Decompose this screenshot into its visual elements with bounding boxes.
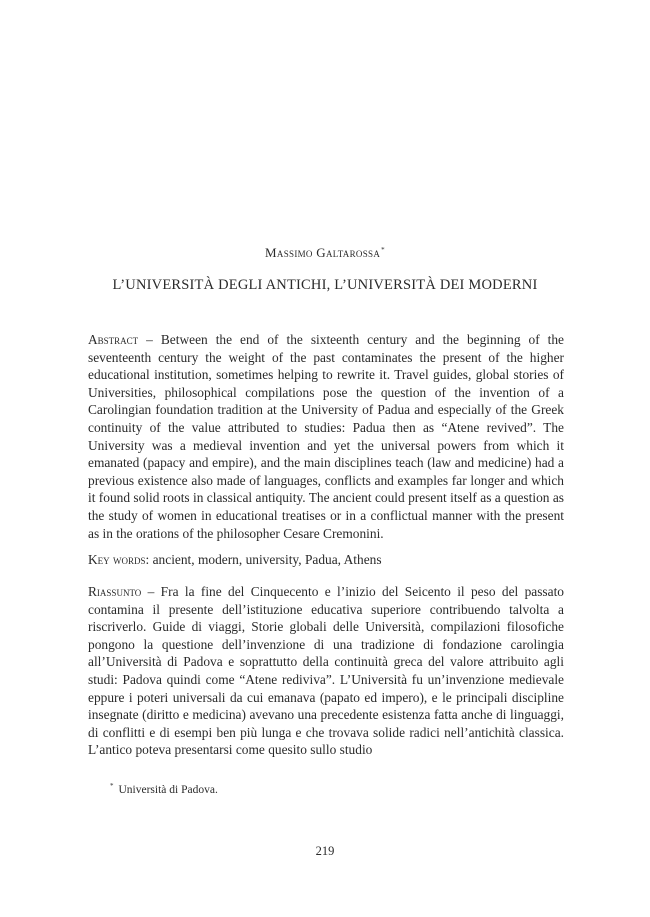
author-name-text: Massimo Galtarossa bbox=[265, 245, 381, 260]
author-name bbox=[0, 245, 650, 261]
abstract-label: Abstract bbox=[88, 332, 139, 347]
footnote-text: Università di Padova. bbox=[118, 783, 218, 796]
keywords-text: ancient, modern, university, Padua, Athens bbox=[152, 552, 382, 567]
keywords-paragraph bbox=[88, 551, 564, 569]
footnote bbox=[110, 779, 218, 798]
riassunto-text: Fra la fine del Cinquecento e l’inizio del Seicento il peso del passato contamina il presente dell’istituzione educativa superiore contribuendo talvolta a riscriverlo. Guide di viaggi, Storie globali delle Università, compilazioni filosofiche pongono la questione dell’invenzione di una tradizione di fondazione carolingia all’Università di Padova e soprattutto della continuità greca del valore attribuito agli studi: Padova quindi come “Atene rediviva”. L’Università fu un’invenzione medievale eppure i poteri universali da cui emanava (papato ed impero), e le principali discipline insegnate (diritto e medicina) avevano una precedente esistenza fatta anche di linguaggi, di conflitti e di esempi ben più lunga e che trovava solide radici nell’antichità classica. L’antico poteva presentarsi come quesito sullo studio bbox=[88, 584, 564, 758]
author-footnote-mark: * bbox=[381, 245, 385, 254]
footnote-mark: * bbox=[110, 782, 114, 790]
page-number: 219 bbox=[315, 844, 335, 858]
riassunto-separator: – bbox=[141, 584, 161, 599]
abstract-paragraph bbox=[88, 331, 564, 542]
keywords-separator: : bbox=[145, 552, 153, 567]
abstract-separator: – bbox=[138, 332, 161, 347]
keywords-label: Key words bbox=[88, 552, 146, 567]
paper-title: L’UNIVERSITÀ DEGLI ANTICHI, L’UNIVERSITÀ DEI MODERNI bbox=[112, 277, 538, 293]
abstract-text: Between the end of the sixteenth century and the beginning of the seventeenth century the weight of the past contaminates the present of the higher educational institution, sometimes helping to rewrite it. Travel guides, global stories of Universities, philosophical compilations pose the question of the invention of a Carolingian foundation tradition at the University of Padua and especially of the Greek continuity of the value attributed to studies: Padua then as “Atene revived”. The University was a medieval invention and yet the universal powers from which it emanated (papacy and empire), and the main disciplines teach (law and medicine) had a previous existence also made of languages, conflicts and examples far longer and which it found solid roots in classical antiquity. The ancient could present itself as a question as the study of women in educational treatises or in a conflictual manner with the present as in the orations of the philosopher Cesare Cremonini. bbox=[88, 332, 565, 541]
riassunto-paragraph bbox=[88, 583, 564, 759]
riassunto-label: Riassunto bbox=[88, 584, 142, 599]
